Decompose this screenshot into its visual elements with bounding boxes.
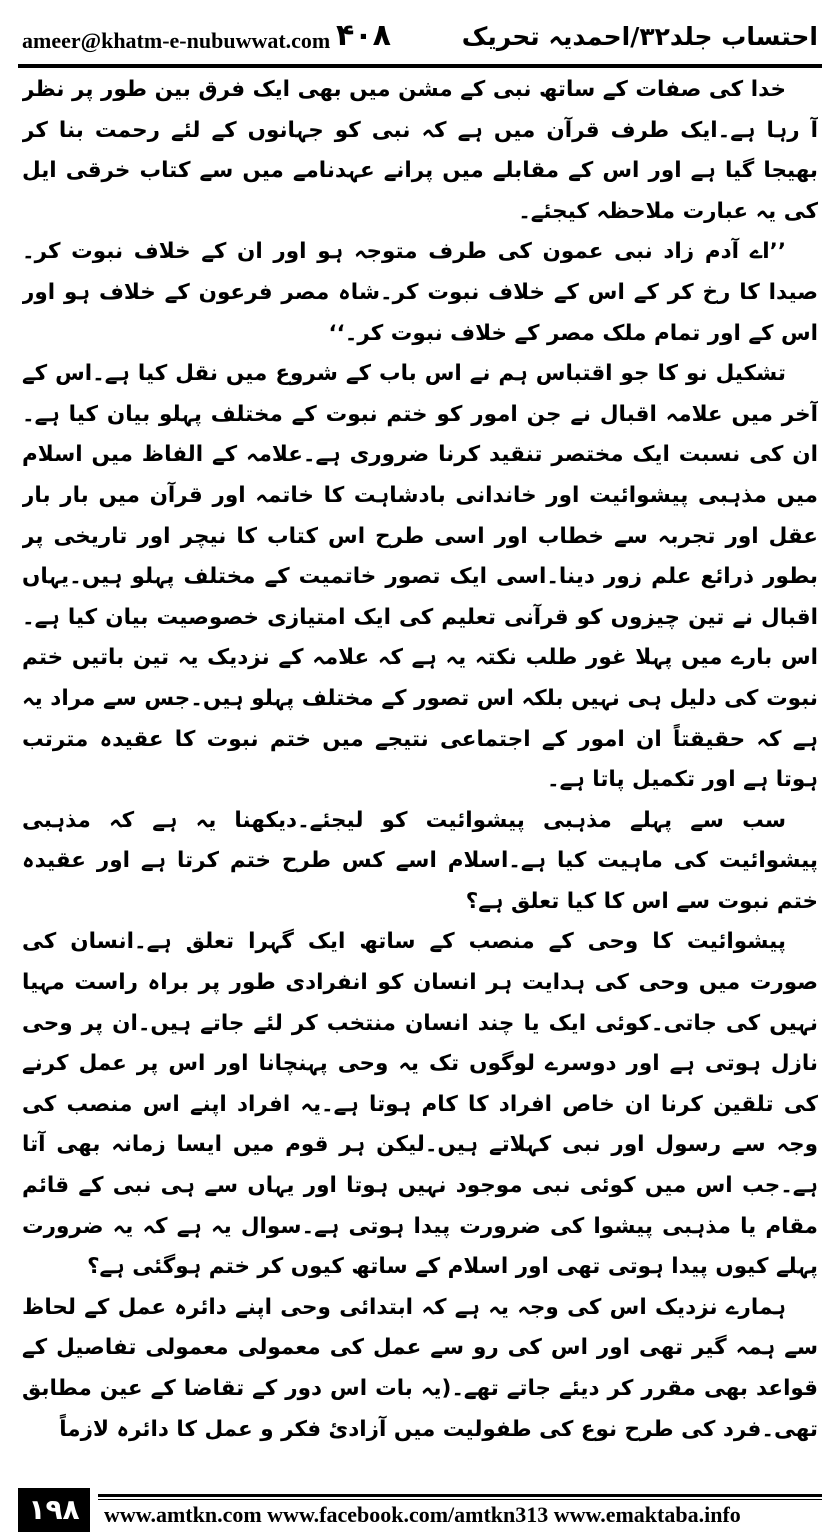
header-book-title: احتساب جلد۳۲/احمدیہ تحریک [461, 22, 818, 51]
header-page-number: ۴۰۸ [336, 18, 391, 53]
header-rule [18, 64, 822, 68]
footer-urls: www.amtkn.com www.facebook.com/amtkn313 www.emaktaba.info [104, 1502, 741, 1527]
paragraph-6: ہمارے نزدیک اس کی وجہ یہ ہے کہ ابتدائی وحی اپنے دائرہ عمل کے لحاظ سے ہمہ گیر تھی اور اس کی رو سے عمل کی معمولی معمولی تفاصیل کے قواعد بھی مقرر کر دیئے جاتے تھے۔(یہ بات اس دور کے تقاضا کے عین مطابق تھی۔فرد کی طرح نوع کی طفولیت میں آزادئ فکر و عمل کا دائرہ لازماً [22, 1294, 818, 1442]
page-footer [18, 1488, 822, 1532]
footer-page-number: ۱۹۸ [18, 1488, 90, 1532]
paragraph-4: سب سے پہلے مذہبی پیشوائیت کو لیجئے۔دیکھنا یہ ہے کہ مذہبی پیشوائیت کی ماہیت کیا ہے۔اسلام اسے کس طرح ختم کرتا ہے اور عقیدہ ختم نبوت سے اس کا کیا تعلق ہے؟ [22, 807, 818, 914]
footer-rule-thin [98, 1499, 822, 1500]
paragraph-3: تشکیل نو کا جو اقتباس ہم نے اس باب کے شروع میں نقل کیا ہے۔اس کے آخر میں علامہ اقبال نے جن امور کو ختم نبوت کے مختلف پہلو بیان کیا ہے۔ان کی نسبت ایک مختصر تنقید کرنا ضروری ہے۔علامہ کے الفاظ میں اسلام میں مذہبی پیشوائیت اور خاندانی بادشاہت کا خاتمہ اور قرآن میں بار بار عقل اور تجربہ سے خطاب اور اسی طرح اس کتاب کا نیچر اور تاریخی پر بطور ذرائع علم زور دینا۔اسی ایک تصور خاتمیت کے مختلف پہلو ہیں۔یہاں اقبال نے تین چیزوں کو قرآنی تعلیم کی ایک امتیازی خصوصیت بیان کیا ہے۔اس بارے میں پہلا غور طلب نکتہ یہ ہے کہ علامہ کے نزدیک یہ تین باتیں ختم نبوت کی دلیل ہی نہیں بلکہ اس تصور کے مختلف پہلو ہیں۔جس سے مراد یہ ہے کہ حقیقتاً ان امور کے اجتماعی نتیجے میں ختم نبوت کا عقیدہ مترتب ہوتا ہے اور تکمیل پاتا ہے۔ [22, 361, 818, 793]
header-email: ameer@khatm-e-nubuwwat.com [22, 28, 331, 53]
paragraph-5: پیشوائیت کا وحی کے منصب کے ساتھ ایک گہرا تعلق ہے۔انسان کی صورت میں وحی کی ہدایت ہر انسان کو انفرادی طور پر براہ راست مہیا نہیں کی جاتی۔کوئی ایک یا چند انسان منتخب کر لئے جاتے ہیں۔ان پر وحی نازل ہوتی ہے اور دوسرے لوگوں تک یہ وحی پہنچانا اور اس پر عمل کرنے کی تلقین کرنا ان خاص افراد کا کام ہوتا ہے۔یہ افراد اپنے اس منصب کی وجہ سے رسول اور نبی کہلاتے ہیں۔لیکن ہر قوم میں ایسا زمانہ بھی آتا ہے۔جب اس میں کوئی نبی موجود نہیں ہوتا اور یہاں سے ہی نبی کے قائم مقام یا مذہبی پیشوا کی ضرورت پیدا ہوتی ہے۔سوال یہ ہے کہ یہ ضرورت پہلے کیوں پیدا ہوتی تھی اور اسلام کے ساتھ کیوں کر ختم ہوگئی ہے؟ [22, 929, 818, 1280]
quote-paragraph: ’’اے آدم زاد نبی عمون کی طرف متوجہ ہو اور ان کے خلاف نبوت کر۔صیدا کا رخ کر کے اس کے خلاف نبوت کر۔شاہ مصر فرعون کے خلاف ہو اور اس کے اور تمام ملک مصر کے خلاف نبوت کر۔‘‘ [22, 239, 818, 346]
footer-rule [98, 1494, 822, 1497]
main-text [22, 70, 818, 1455]
paragraph-1: خدا کی صفات کے ساتھ نبی کے مشن میں بھی ایک فرق بین طور پر نظر آ رہا ہے۔ایک طرف قرآن میں ہے کہ نبی کو جہانوں کے لئے رحمت بنا کر بھیجا گیا ہے اور اس کے مقابلے میں پرانے عہدنامے میں سے کتاب خرقی ایل کی یہ عبارت ملاحظہ کیجئے۔ [22, 77, 818, 224]
page-header [18, 14, 822, 60]
